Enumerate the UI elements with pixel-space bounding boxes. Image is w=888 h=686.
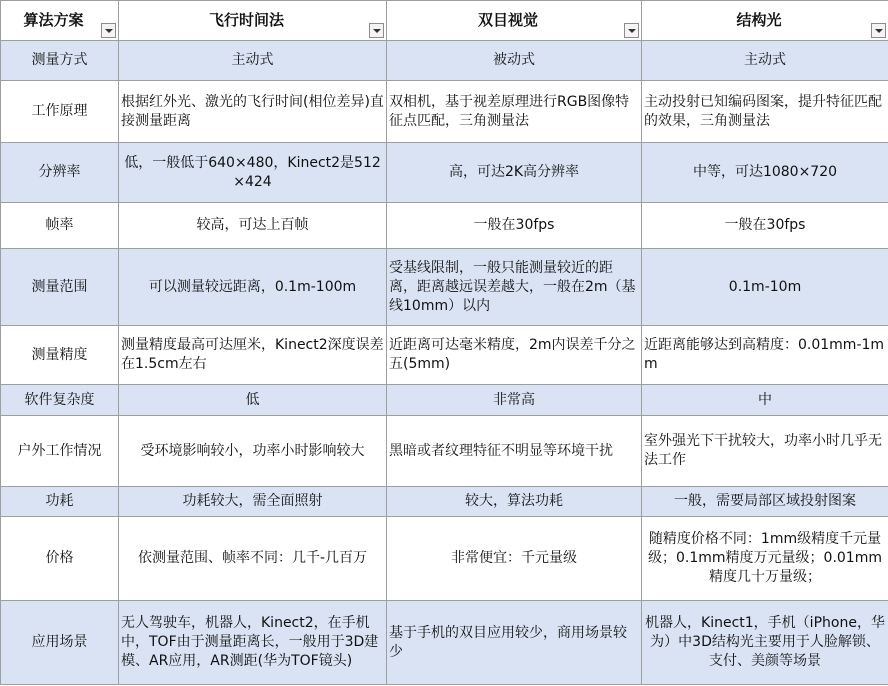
row-label[interactable]: 分辨率 [1, 143, 119, 203]
row-label[interactable]: 价格 [1, 517, 119, 601]
header-cell-scheme[interactable] [1, 1, 119, 41]
structured-cell[interactable]: 一般在30fps [642, 203, 888, 249]
header-label: 算法方案 [23, 11, 84, 29]
tof-cell[interactable]: 主动式 [119, 41, 387, 81]
structured-cell[interactable]: 中 [642, 385, 888, 416]
row-label[interactable]: 帧率 [1, 203, 119, 249]
row-label[interactable]: 工作原理 [1, 81, 119, 143]
row-label[interactable]: 测量精度 [1, 326, 119, 385]
filter-dropdown-icon[interactable] [369, 23, 384, 38]
stereo-cell[interactable]: 近距离可达毫米精度，2m内误差千分之五(5mm) [387, 326, 642, 385]
stereo-cell[interactable]: 非常便宜：千元量级 [387, 517, 642, 601]
tof-cell[interactable]: 功耗较大，需全面照射 [119, 487, 387, 517]
tof-cell[interactable]: 可以测量较远距离，0.1m-100m [119, 249, 387, 326]
structured-cell[interactable]: 一般，需要局部区域投射图案 [642, 487, 888, 517]
tof-cell[interactable]: 较高，可达上百帧 [119, 203, 387, 249]
header-cell-stereo[interactable] [387, 1, 642, 41]
tof-cell[interactable]: 低 [119, 385, 387, 416]
header-row [1, 1, 888, 41]
row-label[interactable]: 户外工作情况 [1, 416, 119, 487]
header-label: 结构光 [736, 11, 782, 29]
tof-cell[interactable]: 测量精度最高可达厘米，Kinect2深度误差在1.5cm左右 [119, 326, 387, 385]
table-row [1, 41, 888, 81]
stereo-cell[interactable]: 一般在30fps [387, 203, 642, 249]
table-row [1, 487, 888, 517]
structured-cell[interactable]: 中等，可达1080×720 [642, 143, 888, 203]
stereo-cell[interactable]: 黑暗或者纹理特征不明显等环境干扰 [387, 416, 642, 487]
header-cell-structured[interactable] [642, 1, 888, 41]
table-row [1, 517, 888, 601]
table-row [1, 81, 888, 143]
structured-cell[interactable]: 主动投射已知编码图案，提升特征匹配的效果，三角测量法 [642, 81, 888, 143]
stereo-cell[interactable]: 受基线限制，一般只能测量较近的距离，距离越远误差越大，一般在2m（基线10mm）以内 [387, 249, 642, 326]
stereo-cell[interactable]: 非常高 [387, 385, 642, 416]
table-row [1, 143, 888, 203]
row-label[interactable]: 测量方式 [1, 41, 119, 81]
stereo-cell[interactable]: 基于手机的双目应用较少，商用场景较少 [387, 601, 642, 685]
tof-cell[interactable]: 无人驾驶车，机器人，Kinect2，在手机中，TOF由于测量距离长，一般用于3D建模、AR应用，AR测距(华为TOF镜头) [119, 601, 387, 685]
tof-cell[interactable]: 根据红外光、激光的飞行时间(相位差异)直接测量距离 [119, 81, 387, 143]
header-cell-tof[interactable] [119, 1, 387, 41]
structured-cell[interactable]: 随精度价格不同：1mm级精度千元量级；0.1mm精度万元量级；0.01mm精度几十万量级； [642, 517, 888, 601]
structured-cell[interactable]: 近距离能够达到高精度：0.01mm-1mm [642, 326, 888, 385]
tof-cell[interactable]: 受环境影响较小，功率小时影响较大 [119, 416, 387, 487]
structured-cell[interactable]: 主动式 [642, 41, 888, 81]
table-row [1, 416, 888, 487]
structured-cell[interactable]: 室外强光下干扰较大，功率小时几乎无法工作 [642, 416, 888, 487]
header-label: 双目视觉 [477, 11, 538, 29]
table-row [1, 601, 888, 685]
stereo-cell[interactable]: 双相机，基于视差原理进行RGB图像特征点匹配，三角测量法 [387, 81, 642, 143]
tof-cell[interactable]: 依测量范围、帧率不同：几千-几百万 [119, 517, 387, 601]
tof-cell[interactable]: 低，一般低于640×480，Kinect2是512×424 [119, 143, 387, 203]
table-row [1, 249, 888, 326]
filter-dropdown-icon[interactable] [101, 23, 116, 38]
table-row [1, 326, 888, 385]
stereo-cell[interactable]: 较大，算法功耗 [387, 487, 642, 517]
structured-cell[interactable]: 0.1m-10m [642, 249, 888, 326]
structured-cell[interactable]: 机器人，Kinect1，手机（iPhone，华为）中3D结构光主要用于人脸解锁、支付、美颜等场景 [642, 601, 888, 685]
row-label[interactable]: 测量范围 [1, 249, 119, 326]
stereo-cell[interactable]: 被动式 [387, 41, 642, 81]
row-label[interactable]: 应用场景 [1, 601, 119, 685]
row-label[interactable]: 功耗 [1, 487, 119, 517]
filter-dropdown-icon[interactable] [871, 23, 886, 38]
table-row [1, 203, 888, 249]
filter-dropdown-icon[interactable] [624, 23, 639, 38]
stereo-cell[interactable]: 高，可达2K高分辨率 [387, 143, 642, 203]
table-row [1, 385, 888, 416]
header-label: 飞行时间法 [208, 11, 284, 29]
row-label[interactable]: 软件复杂度 [1, 385, 119, 416]
